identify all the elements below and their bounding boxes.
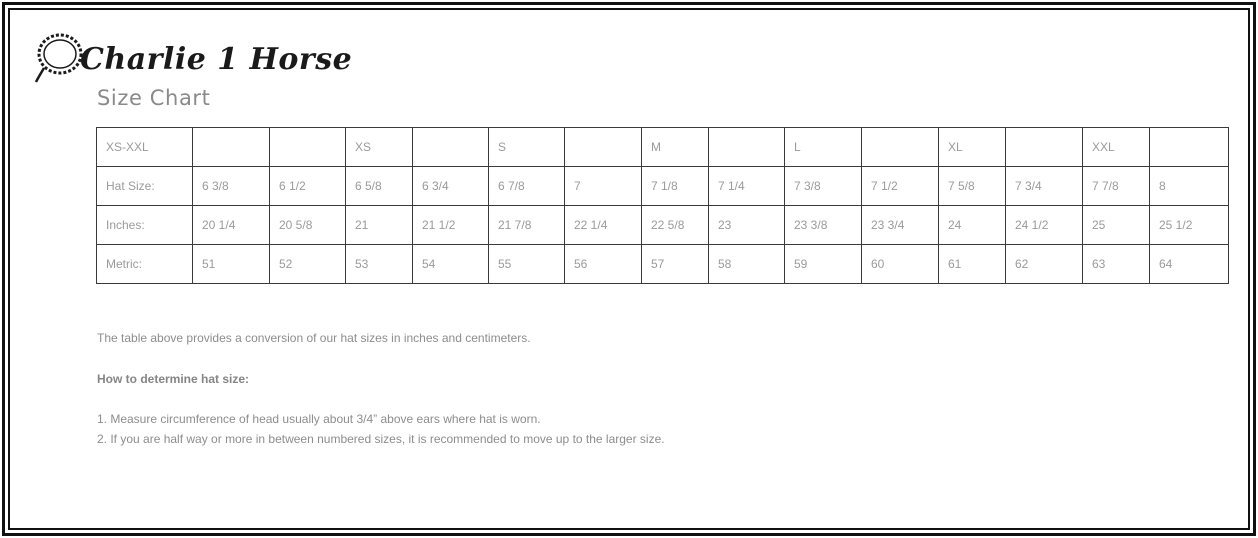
table-cell: 7 3/8 (785, 167, 862, 206)
table-cell: 24 1/2 (1006, 206, 1083, 245)
table-cell: 60 (862, 245, 939, 284)
table-cell (1150, 128, 1229, 167)
table-cell: 6 3/8 (193, 167, 270, 206)
table-cell: 6 7/8 (489, 167, 565, 206)
table-cell: 61 (939, 245, 1006, 284)
table-cell: 8 (1150, 167, 1229, 206)
table-cell: 7 1/2 (862, 167, 939, 206)
table-cell: 7 (565, 167, 642, 206)
table-cell: XL (939, 128, 1006, 167)
instruction-step: 1. Measure circumference of head usually about 3/4” above ears where hat is worn. (97, 412, 541, 426)
table-cell: 7 5/8 (939, 167, 1006, 206)
table-cell (1006, 128, 1083, 167)
row-header-cell: Inches: (97, 206, 193, 245)
size-chart-table (96, 127, 1229, 284)
table-cell: 21 1/2 (413, 206, 489, 245)
table-cell: 59 (785, 245, 862, 284)
table-cell: 64 (1150, 245, 1229, 284)
table-cell (565, 128, 642, 167)
table-cell: S (489, 128, 565, 167)
row-header-cell: Metric: (97, 245, 193, 284)
table-cell: 7 7/8 (1083, 167, 1150, 206)
instruction-step: 2. If you are half way or more in between numbered sizes, it is recommended to move up to the larger size. (97, 432, 665, 446)
size-range-row (97, 128, 1229, 167)
logo-wordmark: Charlie 1 Horse (80, 42, 353, 77)
table-cell: 55 (489, 245, 565, 284)
table-cell: 7 3/4 (1006, 167, 1083, 206)
table-cell: 51 (193, 245, 270, 284)
table-cell: 7 1/4 (709, 167, 785, 206)
table-cell: 6 1/2 (270, 167, 346, 206)
row-header-cell: XS-XXL (97, 128, 193, 167)
table-cell: 62 (1006, 245, 1083, 284)
table-cell: 21 (346, 206, 413, 245)
table-cell: 20 5/8 (270, 206, 346, 245)
table-cell: 7 1/8 (642, 167, 709, 206)
table-cell: 52 (270, 245, 346, 284)
table-cell: 20 1/4 (193, 206, 270, 245)
table-cell: 24 (939, 206, 1006, 245)
table-cell (413, 128, 489, 167)
table-cell: L (785, 128, 862, 167)
table-cell: 6 5/8 (346, 167, 413, 206)
table-cell: 23 3/4 (862, 206, 939, 245)
table-cell (862, 128, 939, 167)
table-cell: M (642, 128, 709, 167)
table-cell: 25 1/2 (1150, 206, 1229, 245)
table-cell: 21 7/8 (489, 206, 565, 245)
table-cell: 58 (709, 245, 785, 284)
row-header-cell: Hat Size: (97, 167, 193, 206)
table-cell: 22 1/4 (565, 206, 642, 245)
table-cell: 23 3/8 (785, 206, 862, 245)
table-cell (270, 128, 346, 167)
instructions-heading: How to determine hat size: (97, 372, 250, 386)
table-cell: 57 (642, 245, 709, 284)
table-cell: 54 (413, 245, 489, 284)
hat-size-row (97, 167, 1229, 206)
table-cell: 6 3/4 (413, 167, 489, 206)
table-description: The table above provides a conversion of our hat sizes in inches and centimeters. (97, 331, 531, 345)
table-cell: XS (346, 128, 413, 167)
table-cell: 25 (1083, 206, 1150, 245)
table-cell: 23 (709, 206, 785, 245)
table-cell: 53 (346, 245, 413, 284)
inches-row (97, 206, 1229, 245)
table-cell (193, 128, 270, 167)
table-cell: 22 5/8 (642, 206, 709, 245)
brand-logo (34, 26, 353, 88)
table-cell (709, 128, 785, 167)
page-title: Size Chart (97, 86, 211, 110)
table-cell: 63 (1083, 245, 1150, 284)
metric-row (97, 245, 1229, 284)
table-cell: 56 (565, 245, 642, 284)
table-cell: XXL (1083, 128, 1150, 167)
